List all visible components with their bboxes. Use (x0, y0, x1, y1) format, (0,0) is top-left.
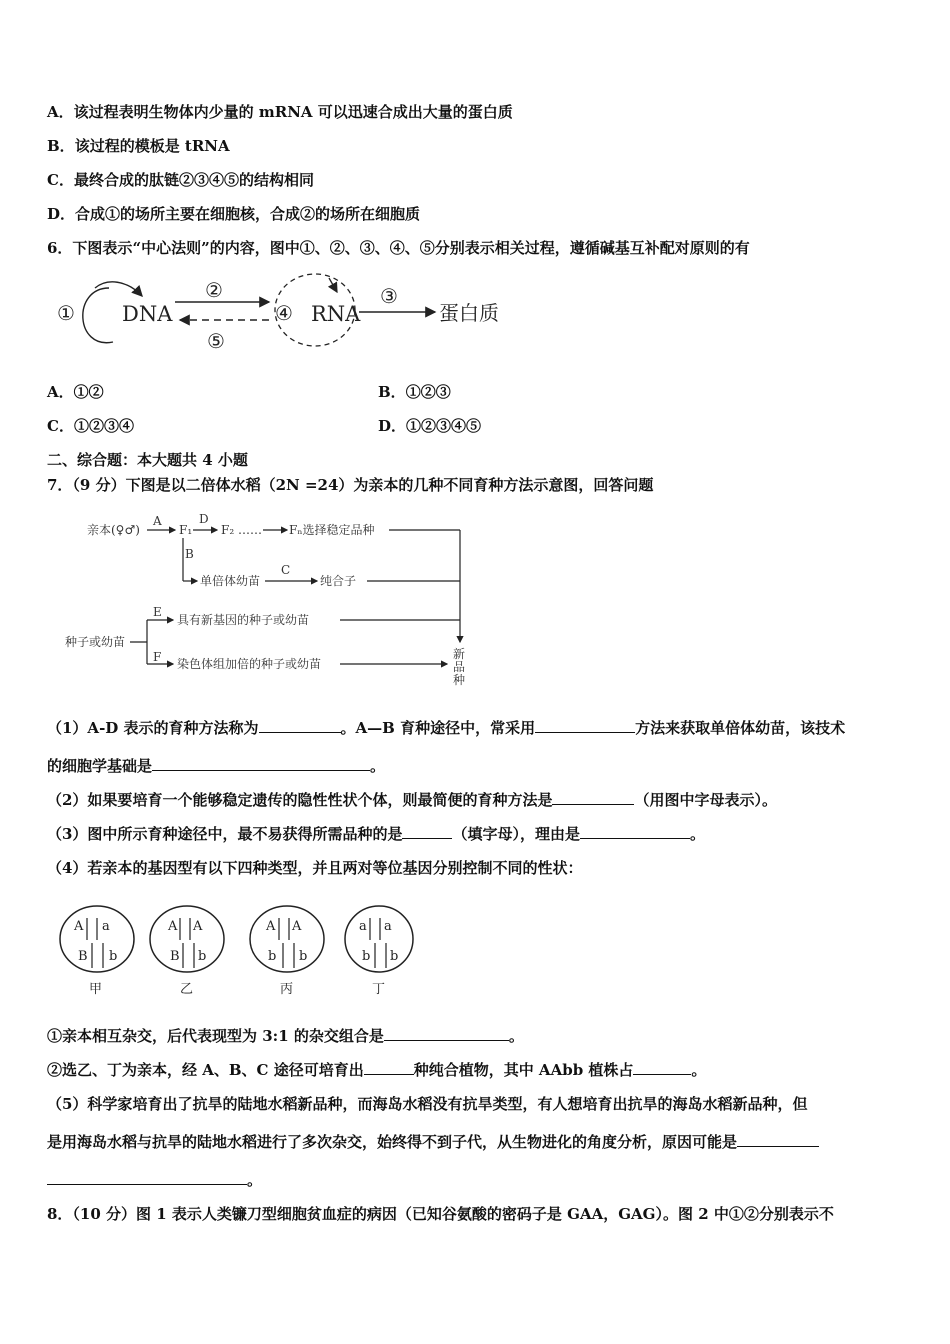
allele: b (362, 949, 371, 964)
option-label: A． (47, 103, 74, 121)
label-a: A (153, 514, 162, 528)
text: 方法来获取单倍体幼苗，该技术 (635, 719, 846, 737)
text: （2）如果要培育一个能够稳定遗传的隐性性状个体，则最简便的育种方法是 (47, 791, 553, 809)
q7-sub4: （4）若亲本的基因型有以下四种类型，并且两对等位基因分别控制不同的性状： (47, 859, 583, 877)
q6-option-d (378, 416, 481, 436)
option-text: 该过程表明生物体内少量的 mRNA 可以迅速合成出大量的蛋白质 (73, 103, 513, 121)
option-text: 最终合成的肽链②③④⑤的结构相同 (73, 171, 314, 189)
allele: b (390, 949, 399, 964)
genotype-cells-diagram (52, 898, 432, 998)
answer-blank-3[interactable] (152, 756, 370, 771)
option-text: ①②③④⑤ (406, 417, 482, 435)
allele: b (109, 949, 118, 964)
central-dogma-diagram (47, 270, 517, 355)
allele: A (193, 919, 203, 934)
text: 。 (508, 1027, 524, 1045)
text: 种纯合植物，其中 AAbb 植株占 (413, 1061, 634, 1079)
allele: b (299, 949, 308, 964)
answer-blank-2[interactable] (535, 718, 635, 733)
text: （填字母），理由是 (452, 825, 580, 843)
option-label: D． (47, 205, 76, 223)
new-variety-char-1: 新 (453, 647, 466, 661)
q7-sub4-1 (47, 1026, 524, 1046)
rna-replication-arrowhead (329, 278, 337, 292)
allele: a (102, 919, 110, 934)
text: 。A—B 育种途径中，常采用 (340, 719, 536, 737)
allele: A (168, 919, 178, 934)
allele: a (384, 919, 392, 934)
text: 。 (247, 1171, 263, 1189)
text: 是用海岛水稻与抗旱的陆地水稻进行了多次杂交，始终得不到子代，从生物进化的角度分析，原因可能是 (47, 1133, 738, 1151)
allele: A (74, 919, 84, 934)
q5-option-d (47, 204, 420, 224)
q7-stem: 7．（9 分）下图是以二倍体水稻（2N =24）为亲本的几种不同育种方法示意图，回答问题 (47, 476, 654, 494)
option-text: ①②③④ (73, 417, 134, 435)
new-variety-char-3: 种 (453, 673, 466, 687)
q7-sub1-line2 (47, 756, 385, 776)
q5-option-a (47, 102, 513, 122)
q5-option-b (47, 136, 230, 156)
seed-label: 种子或幼苗 (65, 635, 126, 649)
label-d: D (199, 512, 209, 526)
q7-sub4-2 (47, 1060, 706, 1080)
answer-blank-10[interactable] (737, 1132, 819, 1147)
text: 。 (370, 757, 386, 775)
section-heading: 二、综合题：本大题共 4 小题 (47, 451, 248, 469)
q6-option-c (47, 416, 134, 436)
cell-name-jia: 甲 (89, 982, 103, 997)
allele: A (292, 919, 302, 934)
option-text: 合成①的场所主要在细胞核，合成②的场所在细胞质 (75, 205, 421, 223)
option-label: C． (47, 171, 74, 189)
option-text: 该过程的模板是 tRNA (74, 137, 230, 155)
allele: B (170, 949, 180, 964)
allele: b (268, 949, 277, 964)
allele: A (266, 919, 276, 934)
answer-blank-5[interactable] (402, 824, 452, 839)
q7-sub3 (47, 824, 705, 844)
text: 的细胞学基础是 (47, 757, 153, 775)
fn-label: Fₙ选择稳定品种 (289, 523, 375, 537)
replication-arrow (83, 288, 113, 343)
option-label: B． (378, 383, 406, 401)
q5-option-c (47, 170, 314, 190)
label-3: ③ (380, 284, 398, 308)
answer-blank-10-cont[interactable] (47, 1170, 247, 1185)
option-label: B． (47, 137, 75, 155)
cell-name-bing: 丙 (280, 982, 294, 997)
cell-name-ding: 丁 (372, 982, 386, 997)
label-f: F (153, 650, 162, 664)
breeding-methods-diagram (55, 508, 475, 693)
cell-name-yi: 乙 (180, 982, 194, 997)
answer-blank-4[interactable] (552, 790, 634, 805)
q7-sub2 (47, 790, 777, 810)
option-label: A． (47, 383, 74, 401)
allele: B (78, 949, 88, 964)
new-variety-char-2: 品 (453, 660, 466, 674)
haploid-label: 单倍体幼苗 (200, 574, 261, 588)
q6-stem: 6．下图表示“中心法则”的内容，图中①、②、③、④、⑤分别表示相关过程，遵循碱基互补配对原则的有 (47, 239, 750, 257)
answer-blank-7[interactable] (384, 1026, 509, 1041)
q7-sub1-line1 (47, 718, 845, 738)
parent-label: 亲本(♀♂) (87, 523, 140, 537)
option-text: ①② (73, 383, 104, 401)
label-5: ⑤ (207, 329, 225, 353)
answer-blank-8[interactable] (364, 1060, 414, 1075)
label-c: C (281, 563, 291, 577)
new-gene-label: 具有新基因的种子或幼苗 (177, 613, 310, 627)
q6-option-b (378, 382, 451, 402)
rna-label: RNA (311, 302, 361, 326)
q7-sub5-line1: （5）科学家培育出了抗旱的陆地水稻新品种，而海岛水稻没有抗旱类型，有人想培育出抗旱的海岛水稻新品种，但 (47, 1095, 808, 1113)
option-label: D． (378, 417, 407, 435)
text: （3）图中所示育种途径中，最不易获得所需品种的是 (47, 825, 403, 843)
homozygote-label: 纯合子 (320, 574, 357, 588)
q8-stem: 8．（10 分）图 1 表示人类镰刀型细胞贫血症的病因（已知谷氨酸的密码子是 GAA，GAG）。图 2 中①②分别表示不 (47, 1205, 834, 1223)
allele: b (198, 949, 207, 964)
text: ①亲本相互杂交，后代表现型为 3:1 的杂交组合是 (47, 1027, 384, 1045)
answer-blank-1[interactable] (259, 718, 341, 733)
label-b: B (185, 547, 194, 561)
protein-label: 蛋白质 (439, 301, 499, 325)
dna-label: DNA (122, 302, 173, 326)
text: 。 (691, 1061, 707, 1079)
f2-label: F₂ …… (221, 523, 262, 537)
q6-option-a (47, 382, 104, 402)
text: 。 (689, 825, 705, 843)
option-text: ①②③ (405, 383, 451, 401)
answer-blank-9[interactable] (633, 1060, 691, 1075)
q7-sub5-line2 (47, 1132, 819, 1152)
doubled-label: 染色体组加倍的种子或幼苗 (177, 657, 322, 671)
allele: a (359, 919, 367, 934)
f1-label: F₁ (179, 523, 193, 537)
q7-sub5-line3 (47, 1170, 262, 1190)
text: （1）A-D 表示的育种方法称为 (47, 719, 259, 737)
label-4: ④ (275, 301, 293, 325)
label-1: ① (57, 301, 75, 325)
label-e: E (153, 605, 162, 619)
text: ②选乙、丁为亲本，经 A、B、C 途径可培育出 (47, 1061, 364, 1079)
answer-blank-6[interactable] (580, 824, 690, 839)
label-2: ② (205, 278, 223, 302)
text: （用图中字母表示）。 (634, 791, 777, 809)
option-label: C． (47, 417, 74, 435)
